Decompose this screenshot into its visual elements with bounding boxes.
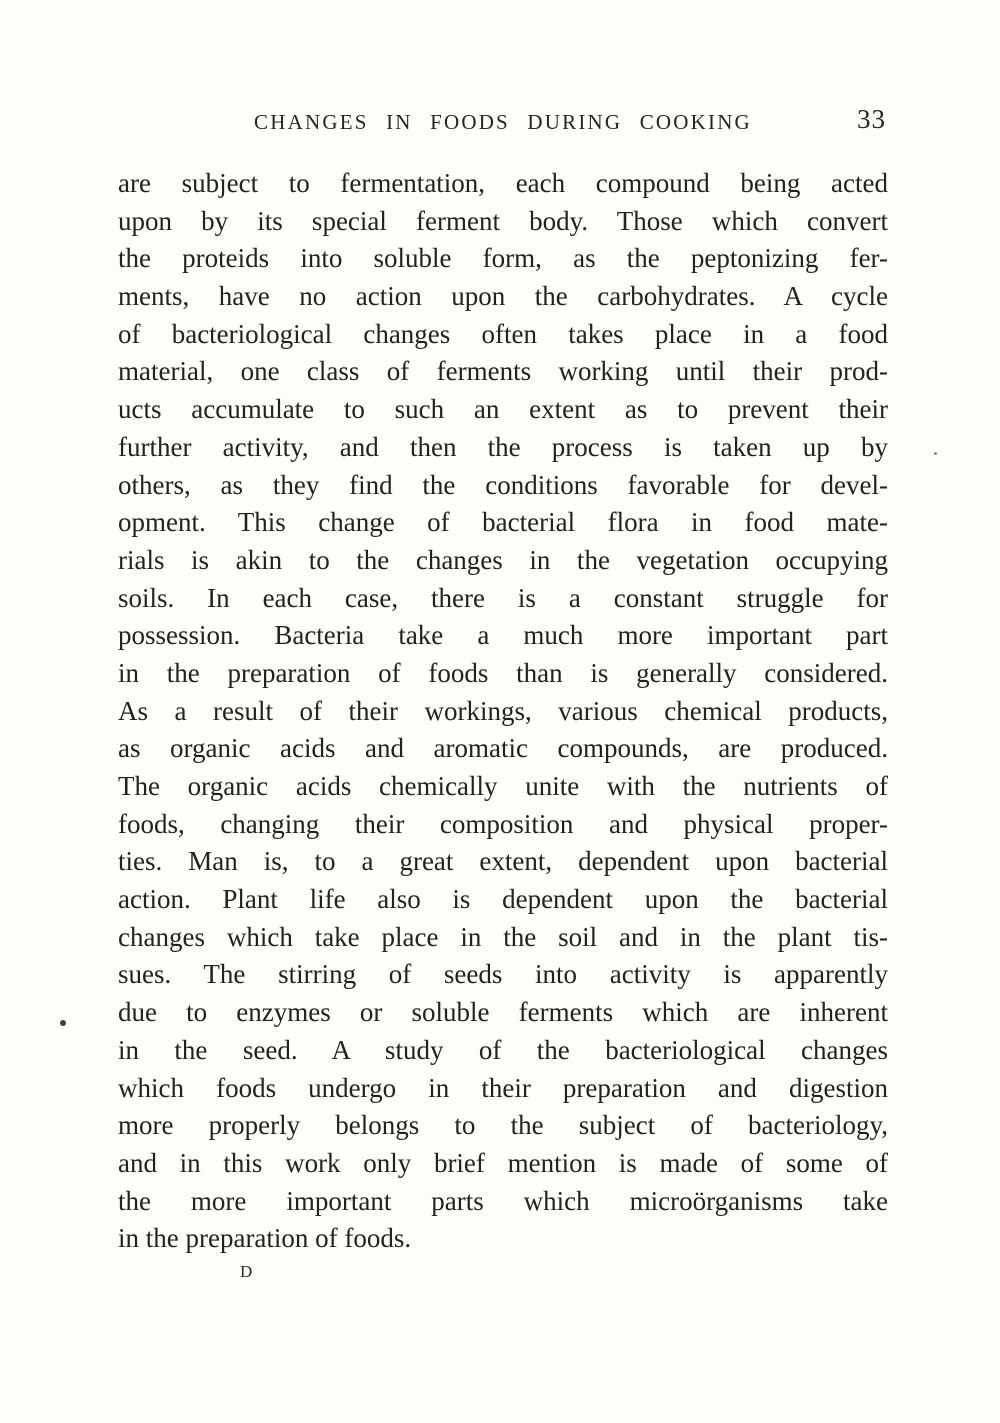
text-line: are subject to fermentation, each compound being acted	[118, 168, 888, 198]
text-line: opment. This change of bacterial flora in food mate-	[118, 507, 888, 538]
body-text	[118, 165, 888, 1258]
text-line: upon by its special ferment body. Those which convert	[118, 205, 888, 236]
text-line: soils. In each case, there is a constant struggle for	[118, 582, 888, 613]
text-line: further activity, and then the process is taken up by	[118, 431, 888, 462]
text-line: material, one class of ferments working until their prod-	[118, 356, 888, 387]
text-line: as organic acids and aromatic compounds, are produced.	[118, 733, 888, 764]
ink-dot-artifact	[60, 1020, 66, 1026]
text-line: in the preparation of foods.	[118, 1223, 412, 1254]
text-line: The organic acids chemically unite with the nutrients of	[118, 771, 888, 801]
text-line: possession. Bacteria take a much more important part	[118, 620, 888, 651]
text-line: in the preparation of foods than is generally considered.	[118, 657, 888, 688]
page-number: 33	[857, 104, 886, 134]
text-line: more properly belongs to the subject of bacteriology,	[118, 1110, 888, 1141]
text-line: the proteids into soluble form, as the peptonizing fer-	[118, 243, 888, 274]
text-line: rials is akin to the changes in the vegetation occupying	[118, 544, 888, 575]
text-line: of bacteriological changes often takes place in a food	[118, 318, 888, 349]
text-line: in the seed. A study of the bacteriological changes	[118, 1034, 888, 1065]
text-line: As a result of their workings, various chemical products,	[118, 695, 888, 726]
signature-mark: D	[240, 1262, 254, 1281]
text-line: ucts accumulate to such an extent as to prevent their	[118, 394, 888, 425]
text-line: ments, have no action upon the carbohydrates. A cycle	[118, 281, 888, 312]
text-line: others, as they find the conditions favorable for devel-	[118, 469, 888, 500]
text-line: and in this work only brief mention is made of some of	[118, 1147, 888, 1178]
text-line: foods, changing their composition and physical proper-	[118, 808, 888, 839]
text-line: sues. The stirring of seeds into activity is apparently	[118, 959, 888, 990]
text-line: which foods undergo in their preparation and digestion	[118, 1072, 888, 1103]
chapter-title: CHANGES IN FOODS DURING COOKING	[254, 110, 752, 134]
ink-speck-artifact	[934, 452, 937, 455]
text-line: ties. Man is, to a great extent, dependent upon bacterial	[118, 846, 888, 877]
text-line: action. Plant life also is dependent upon the bacterial	[118, 884, 888, 915]
text-line: the more important parts which microörganisms take	[118, 1185, 888, 1216]
text-line: due to enzymes or soluble ferments which are inherent	[118, 997, 888, 1028]
text-line: changes which take place in the soil and in the plant tis-	[118, 921, 888, 952]
running-header	[118, 104, 888, 135]
